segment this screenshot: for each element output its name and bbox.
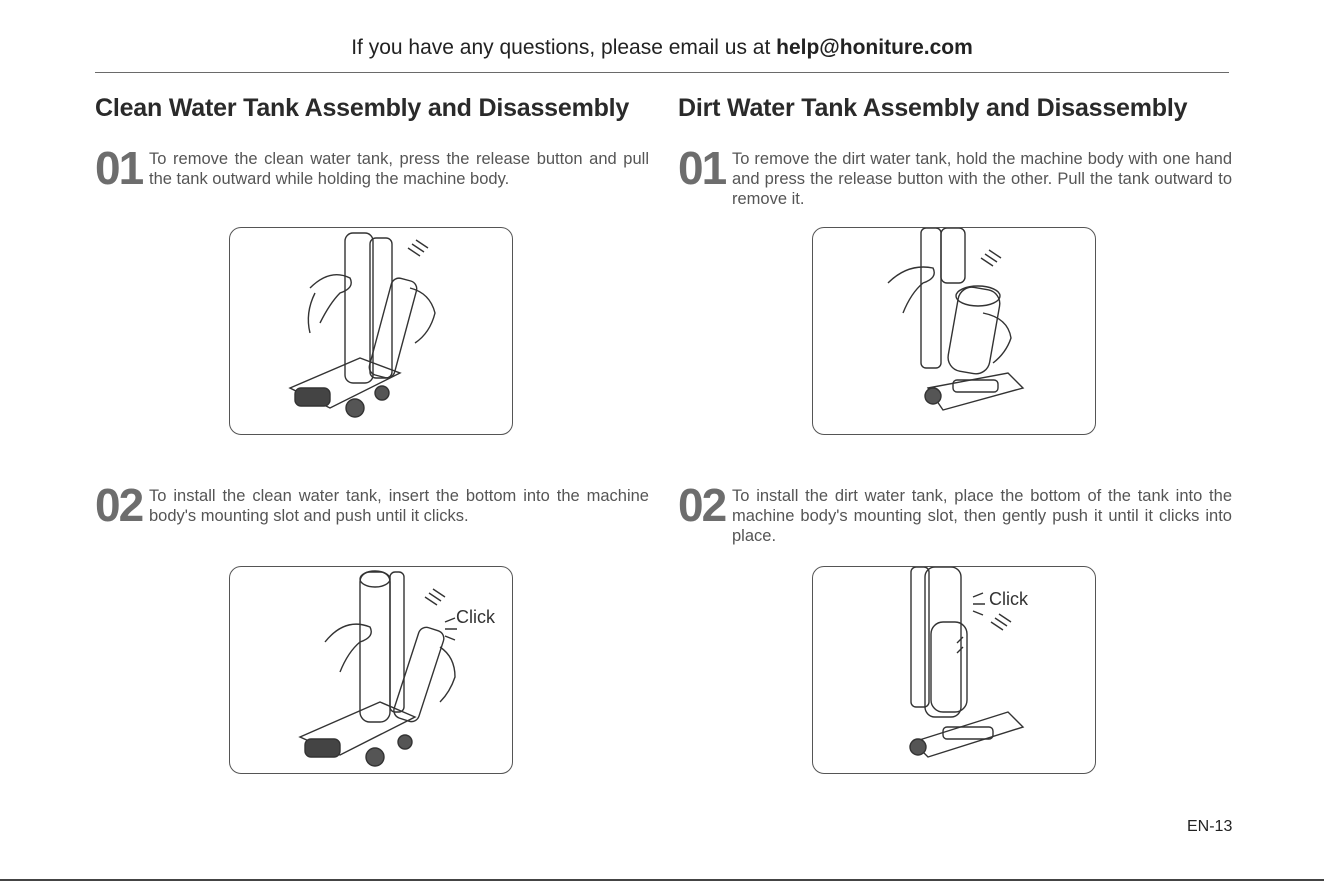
section-title-clean-tank: Clean Water Tank Assembly and Disassembly (95, 94, 630, 122)
vacuum-illustration (813, 567, 1095, 773)
step-number: 01 (678, 142, 726, 194)
clean-tank-remove-illustration (229, 227, 513, 435)
step-text: To install the dirt water tank, place the bottom of the tank into the machine body's mounting slot, then gently push it until it clicks into place. (732, 487, 1232, 545)
clean-step-1 (95, 142, 655, 219)
page-number: EN-13 (1187, 818, 1233, 835)
vacuum-illustration (230, 567, 512, 773)
page-header (95, 30, 1229, 72)
clean-step-2 (95, 479, 655, 556)
step-number: 02 (95, 479, 143, 531)
click-label: Click (989, 589, 1028, 609)
clean-tank-install-illustration (229, 566, 513, 774)
dirt-step-2 (678, 479, 1238, 556)
vacuum-illustration (813, 228, 1095, 434)
step-number: 01 (95, 142, 143, 194)
dirt-tank-remove-illustration (812, 227, 1096, 435)
dirt-tank-install-illustration (812, 566, 1096, 774)
support-email[interactable]: help@honiture.com (776, 36, 973, 59)
dirt-step-1 (678, 142, 1238, 219)
step-text: To remove the dirt water tank, hold the machine body with one hand and press the release button with the other. Pull the tank outward to remove it. (732, 150, 1232, 208)
step-text: To install the clean water tank, insert the bottom into the machine body's mounting slot and push until it clicks. (149, 487, 649, 525)
header-text: If you have any questions, please email us at (351, 36, 777, 59)
section-title-dirt-tank: Dirt Water Tank Assembly and Disassembly (678, 94, 1188, 122)
bottom-divider (0, 879, 1324, 881)
step-number: 02 (678, 479, 726, 531)
vacuum-illustration (230, 228, 512, 434)
step-text: To remove the clean water tank, press the release button and pull the tank outward while holding the machine body. (149, 150, 649, 188)
header-divider (95, 72, 1229, 73)
click-label: Click (456, 607, 495, 627)
